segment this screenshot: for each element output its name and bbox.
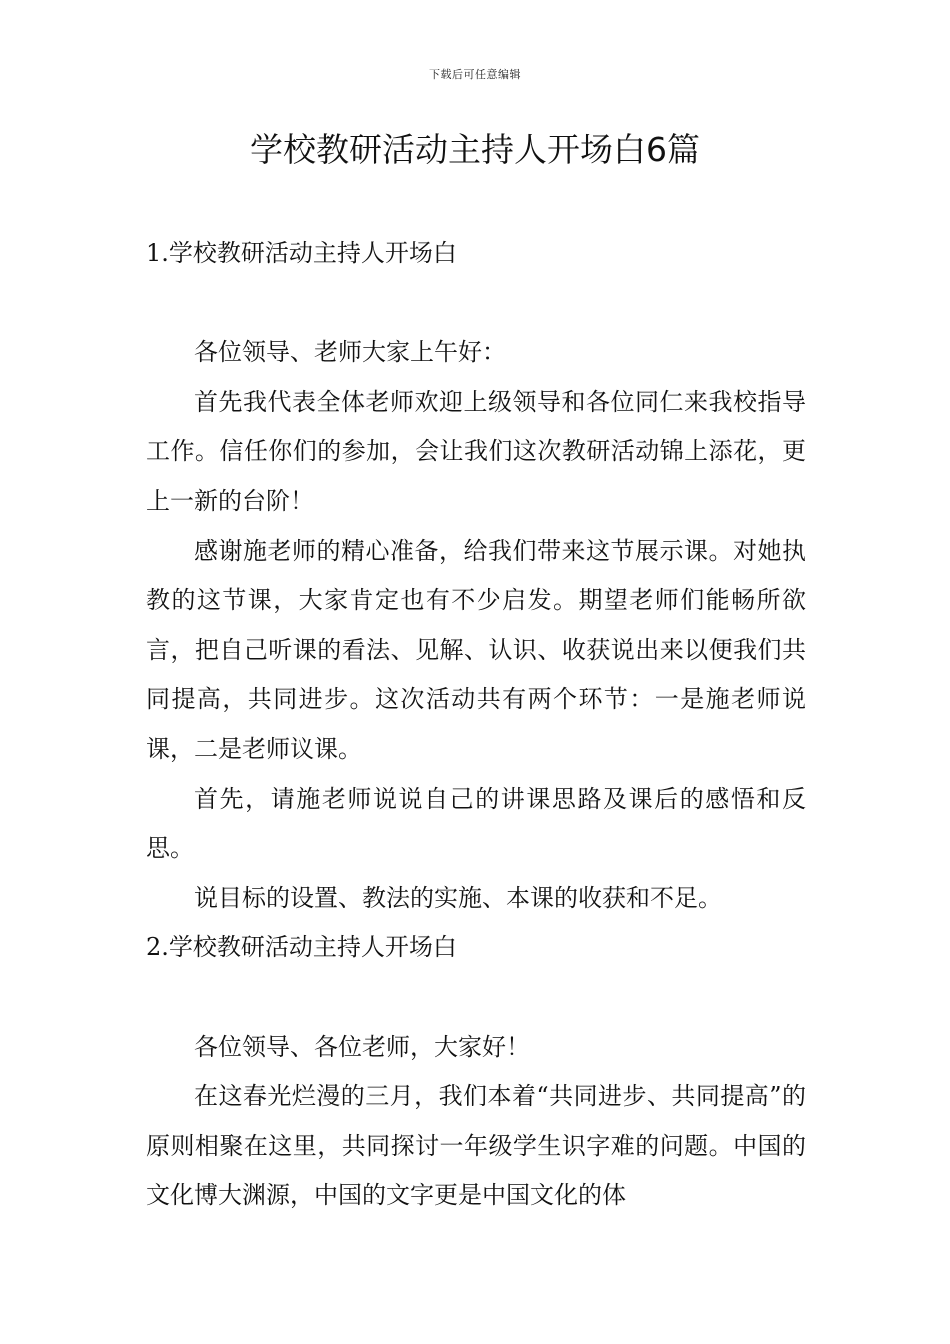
section-spacer <box>146 973 806 1023</box>
document-body <box>146 229 806 1221</box>
section-2 <box>146 923 806 1221</box>
document-title: 学校教研活动主持人开场白6篇 <box>250 130 700 169</box>
paragraph: 首先我代表全体老师欢迎上级领导和各位同仁来我校指导工作。信任你们的参加，会让我们这次教研活动锦上添花，更上一新的台阶！ <box>146 387 806 515</box>
section-heading: 1.学校教研活动主持人开场白 <box>146 239 457 267</box>
paragraph: 在这春光烂漫的三月，我们本着“共同进步、共同提高”的原则相聚在这里，共同探讨一年级学生识字难的问题。中国的文化博大渊源，中国的文字更是中国文化的体 <box>146 1082 806 1210</box>
paragraph: 感谢施老师的精心准备，给我们带来这节展示课。对她执教的这节课，大家肯定也有不少启发。期望老师们能畅所欲言，把自己听课的看法、见解、认识、收获说出来以便我们共同提高，共同进步。这次活动共有两个环节：一是施老师说课，二是老师议课。 <box>146 536 806 763</box>
paragraph: 各位领导、各位老师，大家好！ <box>194 1032 530 1061</box>
paragraph: 首先，请施老师说说自己的讲课思路及课后的感悟和反思。 <box>146 784 806 863</box>
section-heading: 2.学校教研活动主持人开场白 <box>146 933 457 962</box>
paragraph: 说目标的设置、教法的实施、本课的收获和不足。 <box>194 883 722 912</box>
section-1 <box>146 229 806 923</box>
paragraph: 各位领导、老师大家上午好： <box>194 338 506 367</box>
header-note: 下载后可任意编辑 <box>429 68 521 81</box>
section-spacer <box>146 279 806 329</box>
